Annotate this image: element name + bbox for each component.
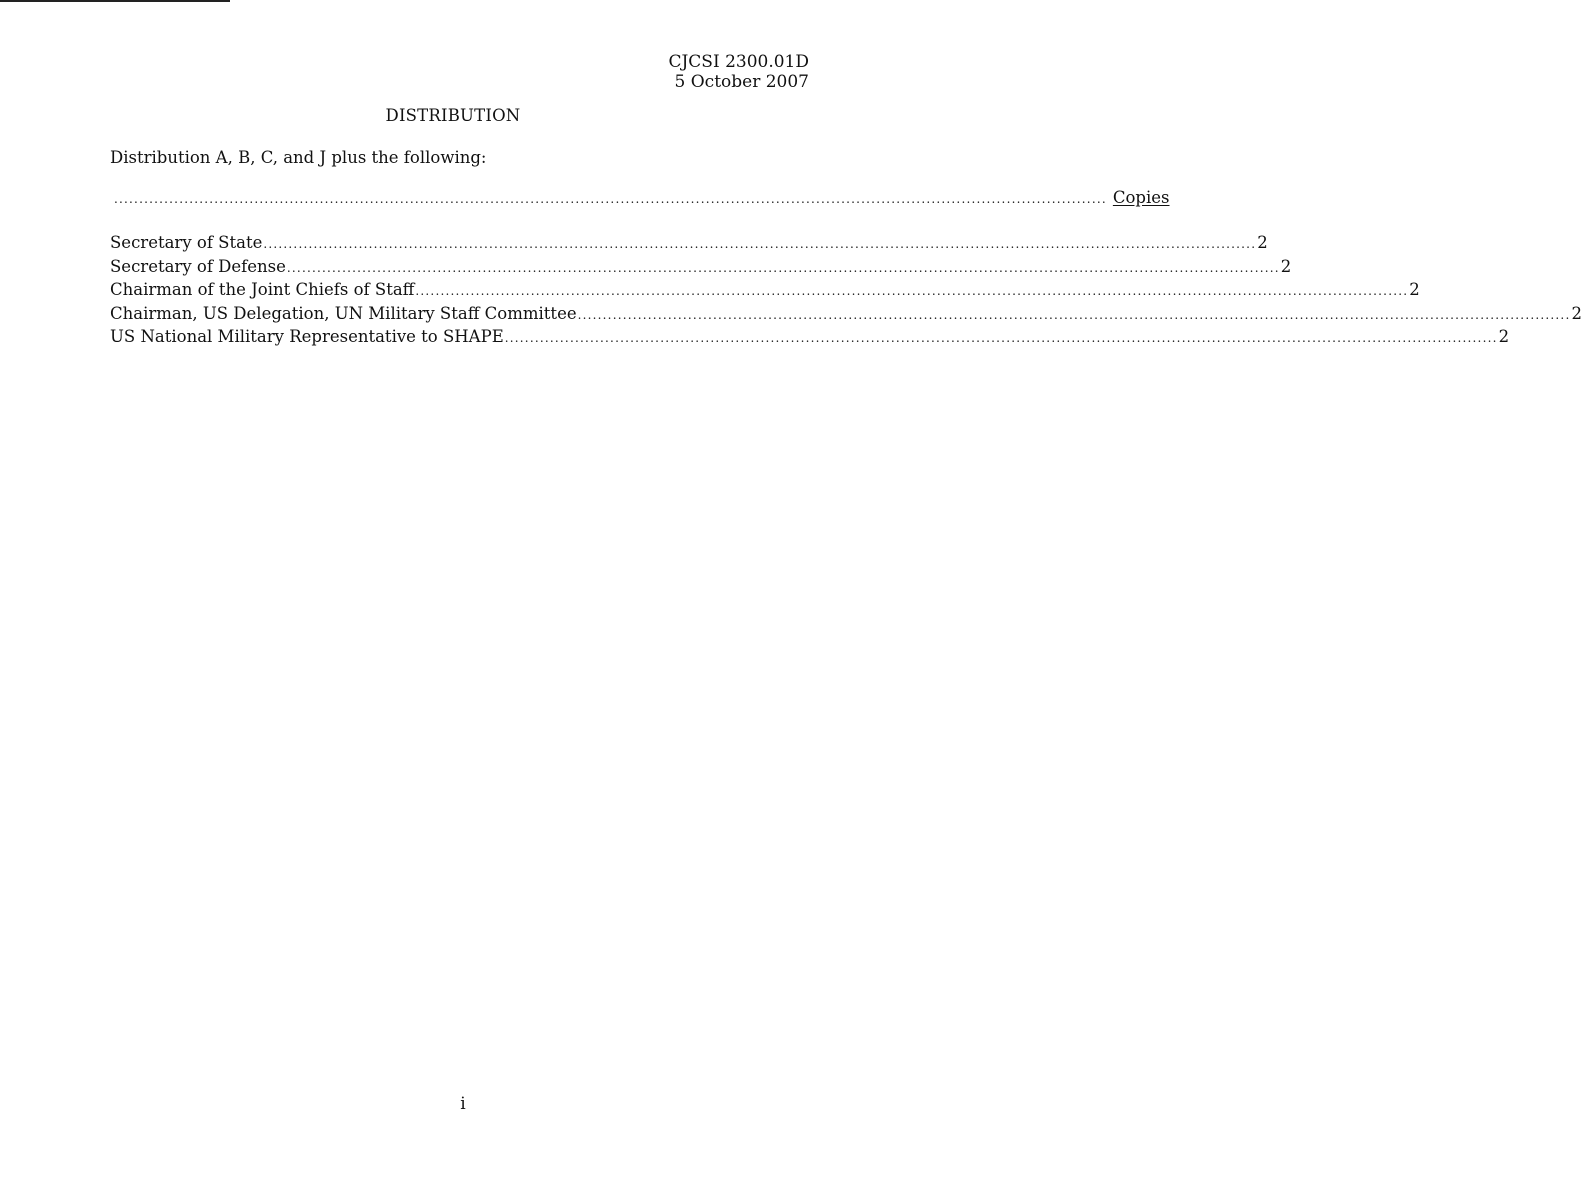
leader-dots: ...................................................................................................................................................................................................... bbox=[263, 237, 1257, 251]
document-id: CJCSI 2300.01D bbox=[668, 52, 809, 72]
recipient-name: Secretary of Defense bbox=[110, 256, 286, 276]
page-title: DISTRIBUTION bbox=[385, 106, 521, 125]
copy-count: 2 bbox=[1498, 327, 1510, 346]
distribution-intro: Distribution A, B, C, and J plus the following: bbox=[110, 148, 487, 167]
list-item bbox=[110, 326, 1510, 350]
recipient-name: Secretary of State bbox=[110, 233, 263, 252]
copy-count: 2 bbox=[1257, 233, 1268, 252]
document-header bbox=[668, 52, 809, 92]
document-date: 5 October 2007 bbox=[674, 72, 809, 92]
recipient-name: Chairman of the Joint Chiefs of Staff bbox=[110, 280, 415, 299]
leader-dots: ...................................................................................................................................................................................................... bbox=[415, 284, 1409, 298]
list-item bbox=[110, 256, 1292, 280]
recipient-name: Chairman, US Delegation, UN Military Staff Committee bbox=[110, 303, 577, 323]
list-item bbox=[110, 232, 1268, 256]
leader-dots: ...................................................................................................................................................................................................... bbox=[577, 307, 1571, 322]
distribution-list bbox=[110, 232, 1582, 350]
copy-count: 2 bbox=[1280, 256, 1292, 276]
copies-header: Copies bbox=[1112, 188, 1170, 207]
scan-artifact-line bbox=[0, 0, 230, 2]
recipient-name: US National Military Representative to SHAPE bbox=[110, 327, 504, 346]
list-item bbox=[110, 303, 1582, 327]
leader-dots: ...................................................................................................................................................................................................... bbox=[504, 331, 1498, 345]
list-item bbox=[110, 279, 1420, 303]
leader-dots: ...................................................................................................................................................................................................... bbox=[114, 192, 1107, 206]
copy-count: 2 bbox=[1409, 280, 1420, 299]
copies-header-row bbox=[114, 188, 1170, 207]
leader-dots: ...................................................................................................................................................................................................... bbox=[286, 260, 1280, 275]
copy-count: 2 bbox=[1571, 303, 1582, 323]
page-number: i bbox=[460, 1094, 466, 1114]
